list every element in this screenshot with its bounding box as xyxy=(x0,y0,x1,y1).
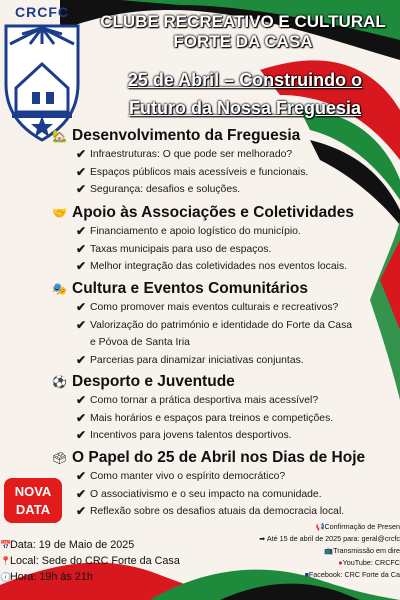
event-info xyxy=(0,537,180,585)
arrow-icon: ➡ xyxy=(259,534,266,543)
check-icon: ✔ xyxy=(76,164,87,179)
section-title: Desenvolvimento da Freguesia xyxy=(72,127,301,144)
event-location: 📍Local: Sede do CRC Forte da Casa xyxy=(0,555,180,567)
check-icon: ✔ xyxy=(76,317,87,332)
rsvp-deadline: ➡ Até 15 de abril de 2025 para: geral@crcfc xyxy=(259,534,400,543)
list-item: ✔ Como manter vivo o espírito democrático? xyxy=(76,468,400,486)
list-item: ✔ O associativismo e o seu impacto na comunidade. xyxy=(76,486,400,504)
club-crest-logo xyxy=(2,4,82,144)
section-title: O Papel do 25 de Abril nos Dias de Hoje xyxy=(72,449,366,466)
check-icon: ✔ xyxy=(76,241,87,256)
list-item: ✔ Espaços públicos mais acessíveis e funcionais. xyxy=(76,164,400,182)
youtube-line[interactable]: ●YouTube: CRCFC xyxy=(338,558,400,567)
tv-icon: 📺 xyxy=(324,546,334,555)
theater-masks-icon: 🎭 xyxy=(52,282,67,296)
youtube-icon: ● xyxy=(338,558,343,567)
check-icon: ✔ xyxy=(76,300,87,314)
ballot-box-icon: 🗳 xyxy=(52,451,68,465)
event-time: 🕖Hora: 19h às 21h xyxy=(0,571,93,583)
title-line-1: CLUBE RECREATIVO E CULTURAL xyxy=(100,12,386,31)
soccer-ball-icon: ⚽ xyxy=(52,375,67,389)
clock-icon: 🕖 xyxy=(0,572,12,582)
house-icon: 🏡 xyxy=(52,129,67,143)
section-title: Desporto e Juventude xyxy=(72,373,235,390)
section-development xyxy=(52,126,400,199)
list-item: ✔ Valorização do património e identidade do Forte da Casa xyxy=(76,317,400,335)
title-line-2: FORTE DA CASA xyxy=(173,32,313,51)
event-date: 📅Data: 19 de Maio de 2025 xyxy=(0,539,135,551)
handshake-icon: 🤝 xyxy=(52,206,67,220)
facebook-icon: ■ xyxy=(304,570,309,579)
stream-line: 📺Transmissão em dire xyxy=(324,546,400,555)
list-item: ✔ Segurança: desafios e soluções. xyxy=(76,181,400,199)
list-item: ✔ Mais horários e espaços para treinos e competições. xyxy=(76,410,400,428)
list-item: ✔ Financiamento e apoio logístico do município. xyxy=(76,223,400,241)
subtitle-line-2: Futuro da Nossa Freguesia xyxy=(128,98,362,118)
list-item: ✔ Como tornar a prática desportiva mais acessível? xyxy=(76,392,400,410)
check-icon: ✔ xyxy=(76,393,87,407)
check-icon: ✔ xyxy=(76,410,87,425)
club-acronym: CRCFC xyxy=(15,4,69,20)
check-icon: ✔ xyxy=(76,469,87,483)
section-25-april xyxy=(52,448,400,521)
facebook-line[interactable]: ■Facebook: CRC Forte da Ca xyxy=(304,570,400,579)
check-icon: ✔ xyxy=(76,224,87,238)
megaphone-icon: 📢 xyxy=(315,522,325,531)
section-sport xyxy=(52,372,400,445)
list-item: ✔ Taxas municipais para uso de espaços. xyxy=(76,241,400,259)
calendar-icon: 📅 xyxy=(0,540,12,550)
pin-icon: 📍 xyxy=(0,556,12,566)
section-title: Cultura e Eventos Comunitários xyxy=(72,280,308,297)
contact-info xyxy=(240,521,400,581)
check-icon: ✔ xyxy=(76,504,87,518)
list-item: e Póvoa de Santa Iria xyxy=(90,337,190,348)
new-date-badge: NOVA DATA xyxy=(4,478,62,523)
section-culture xyxy=(52,279,400,369)
check-icon: ✔ xyxy=(76,147,87,161)
check-icon: ✔ xyxy=(76,428,87,442)
check-icon: ✔ xyxy=(76,486,87,501)
list-item: ✔ Incentivos para jovens talentos desportivos. xyxy=(76,427,400,445)
list-item: ✔ Infraestruturas: O que pode ser melhorado? xyxy=(76,146,400,164)
section-title: Apoio às Associações e Coletividades xyxy=(72,204,354,221)
section-associations xyxy=(52,203,400,276)
list-item: ✔ Como promover mais eventos culturais e recreativos? xyxy=(76,299,400,317)
rsvp-line: 📢Confirmação de Presen xyxy=(315,522,400,531)
check-icon: ✔ xyxy=(76,259,87,273)
list-item: ✔ Reflexão sobre os desafios atuais da democracia local. xyxy=(76,503,400,521)
subtitle-line-1: 25 de Abril – Construindo o xyxy=(127,70,363,90)
check-icon: ✔ xyxy=(76,352,87,367)
list-item: ✔ Parcerias para dinamizar iniciativas conjuntas. xyxy=(76,352,400,370)
check-icon: ✔ xyxy=(76,182,87,196)
list-item: ✔ Melhor integração das coletividades nos eventos locais. xyxy=(76,258,400,276)
